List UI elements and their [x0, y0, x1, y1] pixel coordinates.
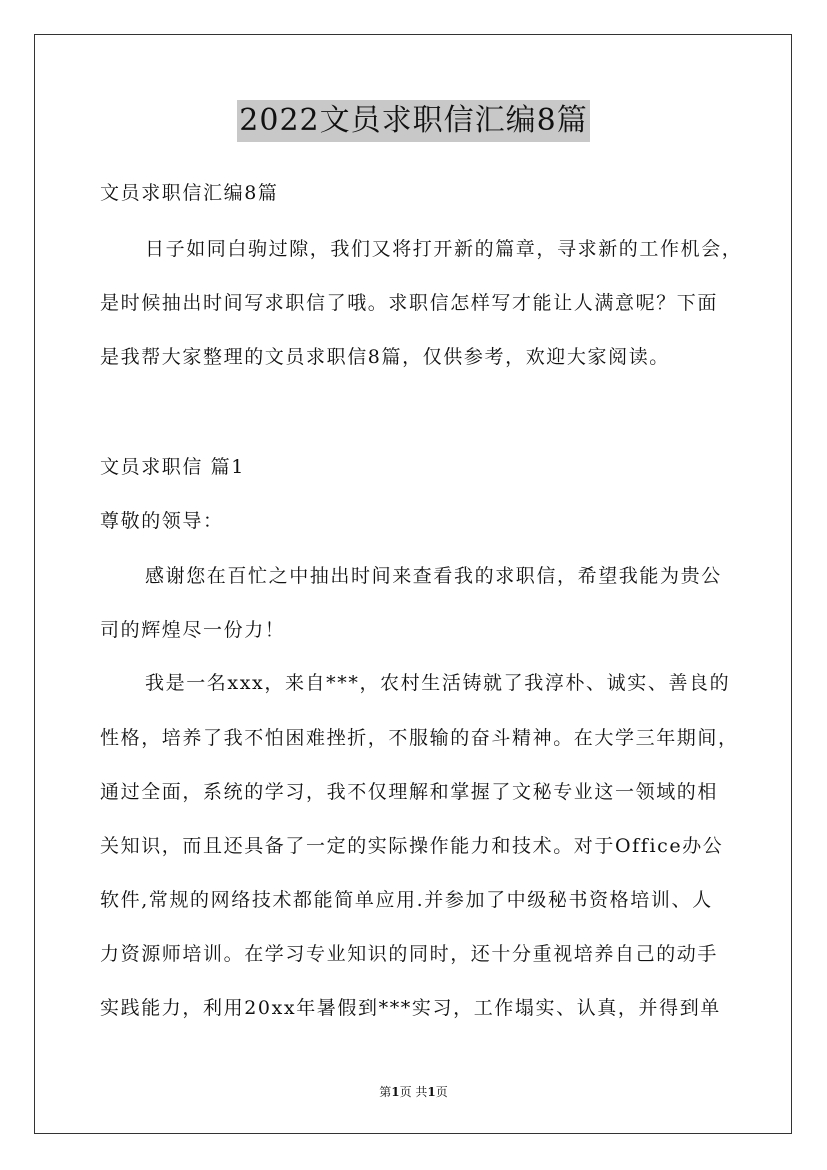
paragraph2-line-2: 性格，培养了我不怕困难挫折，不服输的奋斗精神。在大学三年期间， [100, 727, 739, 749]
footer-page-mid: 页 共 [399, 1085, 428, 1099]
footer-page-current: 1 [391, 1085, 400, 1099]
paragraph2-line-4: 关知识，而且还具备了一定的实际操作能力和技术。对于Office办公 [100, 835, 724, 857]
salutation: 尊敬的领导： [100, 510, 224, 532]
paragraph2-line-7: 实践能力，利用20xx年暑假到***实习，工作塌实、认真，并得到单 [100, 997, 721, 1019]
document-title: 2022文员求职信汇编8篇 [237, 100, 589, 142]
paragraph2-line-6: 力资源师培训。在学习专业知识的同时，还十分重视培养自己的动手 [100, 943, 719, 965]
paragraph1-line-1: 感谢您在百忙之中抽出时间来查看我的求职信，希望我能为贵公 [145, 565, 722, 587]
page-footer [0, 1084, 827, 1100]
paragraph2-line-1: 我是一名xxx，来自***，农村生活铸就了我淳朴、诚实、善良的 [145, 672, 731, 694]
paragraph2-line-5: 软件,常规的网络技术都能简单应用.并参加了中级秘书资格培训、人 [100, 889, 713, 911]
title-container [0, 100, 827, 142]
paragraph2-line-3: 通过全面，系统的学习，我不仅理解和掌握了文秘专业这一领域的相 [100, 781, 719, 803]
section-heading: 文员求职信 篇1 [100, 456, 245, 478]
subtitle: 文员求职信汇编8篇 [100, 182, 279, 204]
intro-line-3: 是我帮大家整理的文员求职信8篇，仅供参考，欢迎大家阅读。 [100, 346, 670, 368]
footer-page-total: 1 [427, 1085, 436, 1099]
intro-line-2: 是时候抽出时间写求职信了哦。求职信怎样写才能让人满意呢？下面 [100, 292, 719, 314]
footer-page-prefix: 第 [379, 1085, 392, 1099]
footer-page-suffix: 页 [435, 1085, 448, 1099]
intro-line-1: 日子如同白驹过隙，我们又将打开新的篇章，寻求新的工作机会， [145, 238, 743, 260]
paragraph1-line-2: 司的辉煌尽一份力！ [100, 619, 286, 641]
